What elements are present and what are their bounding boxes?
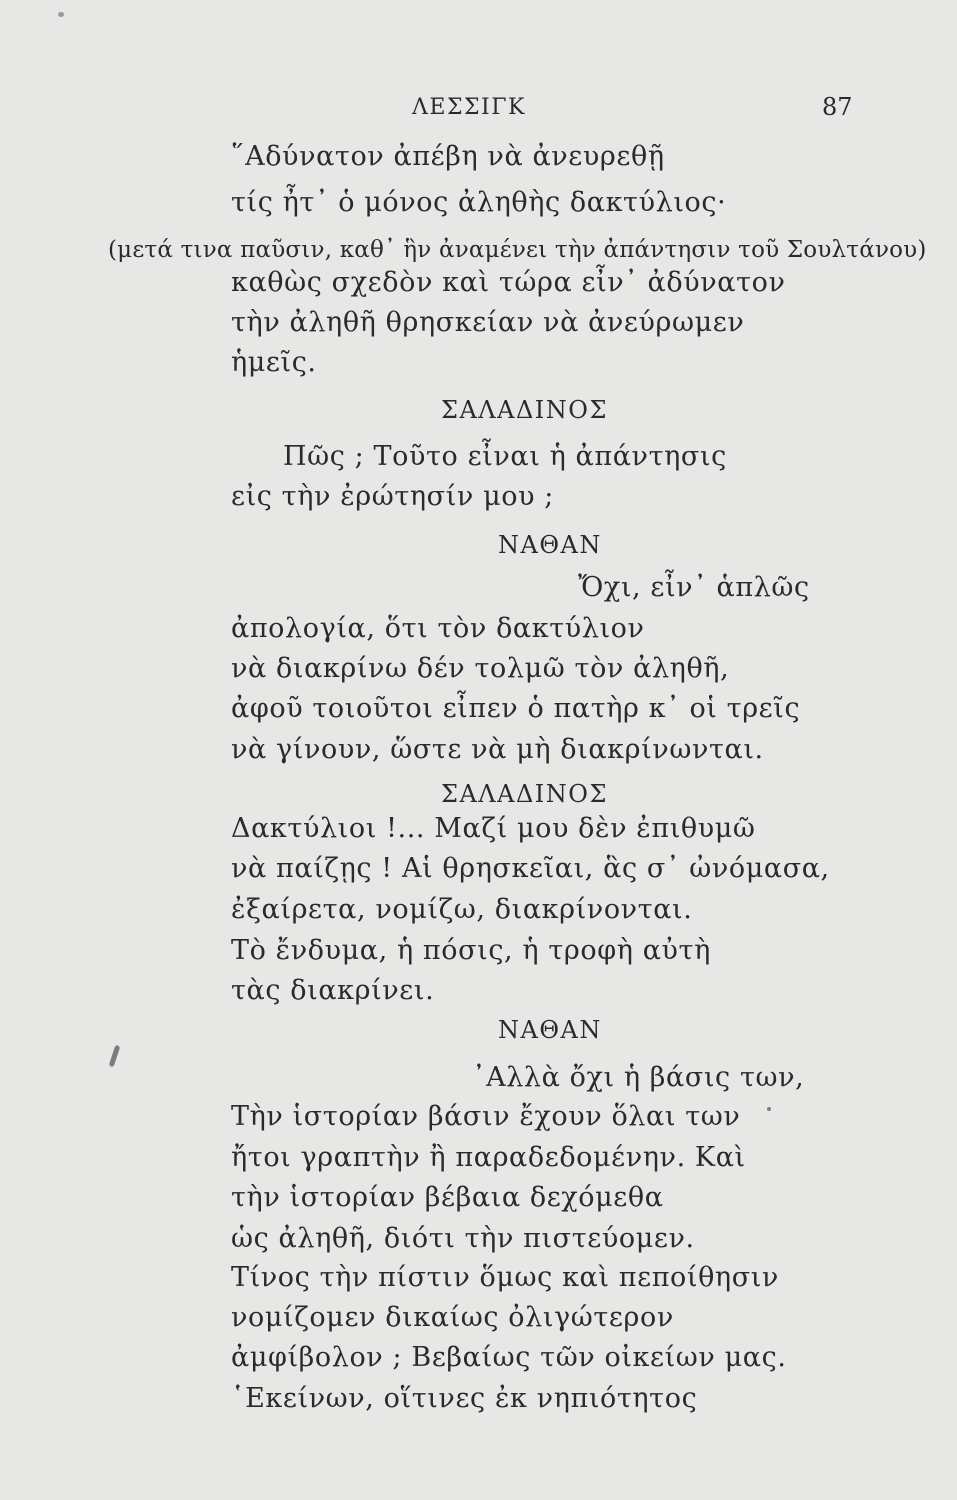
speaker-name: ΣΑΛΑΔΙΝΟΣ [441,396,608,424]
paper-speck [58,12,64,17]
verse-line: τὴν ἱστορίαν βέβαια δεχόμεθα [231,1182,664,1213]
verse-line: τὴν ἀληθῆ θρησκείαν νὰ ἀνεύρωμεν [231,307,745,338]
ink-mark [109,1045,121,1067]
speaker-name: ΝΑΘΑΝ [498,531,602,559]
verse-line: ἐξαίρετα, νομίζω, διακρίνονται. [231,894,693,925]
verse-line: Πῶς ; Τοῦτο εἶναι ἡ ἀπάντησις [283,441,727,472]
paper-speck [767,1107,771,1111]
speaker-name: ΝΑΘΑΝ [498,1016,602,1044]
verse-line: νὰ διακρίνω δέν τολμῶ τὸν ἀληθῆ, [231,653,730,684]
verse-line: ῞Αδύνατον ἀπέβη νὰ ἀνευρεθῇ [231,141,665,172]
verse-line: ἀφοῦ τοιοῦτοι εἶπεν ὁ πατὴρ κ᾽ οἱ τρεῖς [231,693,801,724]
verse-line: Δακτύλιοι !... Μαζί μου δὲν ἐπιθυμῶ [231,813,756,844]
verse-line: νὰ παίζῃς ! Αἱ θρησκεῖαι, ἃς σ᾽ ὠνόμασα, [231,853,830,884]
verse-line: Τὸ ἔνδυμα, ἡ πόσις, ἡ τροφὴ αὐτὴ [231,935,711,966]
verse-line: ἀπολογία, ὅτι τὸν δακτύλιον [231,613,645,644]
verse-line: ἤτοι γραπτὴν ἢ παραδεδομένην. Καὶ [231,1142,746,1173]
verse-line: τὰς διακρίνει. [231,975,435,1006]
verse-line: ὡς ἀληθῆ, διότι τὴν πιστεύομεν. [231,1223,695,1254]
running-title: ΛΕΣΣΙΓΚ [412,95,526,120]
verse-line: Τὴν ἱστορίαν βάσιν ἔχουν ὅλαι των [231,1101,741,1132]
verse-line: Τίνος τὴν πίστιν ὅμως καὶ πεποίθησιν [231,1262,779,1293]
verse-line: Ὄχι, εἶν᾽ ἁπλῶς [578,572,810,603]
verse-line: ῾Εκείνων, οἵτινες ἐκ νηπιότητος [231,1383,698,1414]
verse-line: ᾽Αλλὰ ὄχι ἡ βάσις των, [472,1062,805,1093]
speaker-name: ΣΑΛΑΔΙΝΟΣ [441,780,608,808]
verse-line: νὰ γίνουν, ὥστε νὰ μὴ διακρίνωνται. [231,734,764,765]
page-number: 87 [822,93,853,121]
verse-line: καθὼς σχεδὸν καὶ τώρα εἶν᾽ ἀδύνατον [231,267,786,298]
stage-direction: (μετά τινα παῦσιν, καθ᾽ ἣν ἀναμένει τὴν ἀπάντησιν τοῦ Σουλτάνου) [108,237,927,263]
verse-line: ἡμεῖς. [231,347,317,378]
verse-line: νομίζομεν δικαίως ὀλιγώτερον [231,1302,674,1333]
verse-line: τίς ἦτ᾽ ὁ μόνος ἀληθὴς δακτύλιος· [231,187,727,218]
verse-line: ἀμφίβολον ; Βεβαίως τῶν οἰκείων μας. [231,1342,787,1373]
verse-line: εἰς τὴν ἐρώτησίν μου ; [231,481,554,512]
